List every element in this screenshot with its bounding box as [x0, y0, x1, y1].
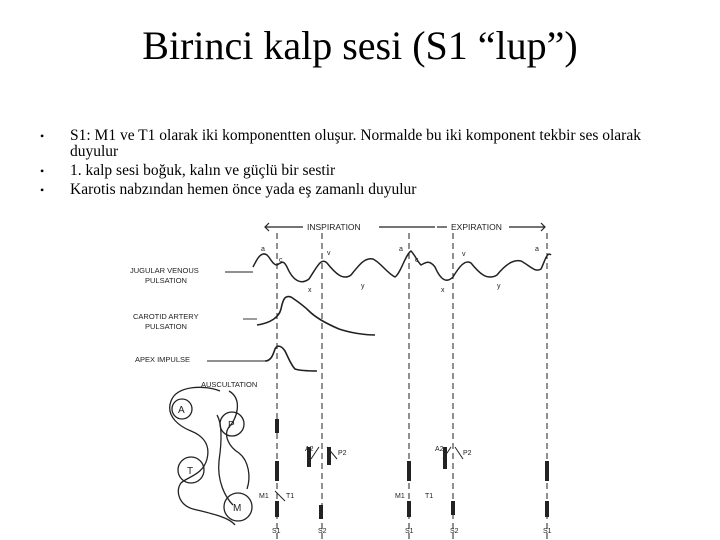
jvp-waveform — [253, 251, 551, 282]
p2-label: P2 — [338, 450, 347, 457]
jvp-label: JUGULAR VENOUS — [130, 266, 199, 275]
label-leaders — [207, 272, 265, 361]
valve-labels — [178, 405, 241, 514]
bullet-item — [40, 128, 690, 160]
bullet-dot: • — [40, 164, 45, 178]
jvp-y-label: y — [497, 283, 501, 290]
auscultation-label: AUSCULTATION — [201, 380, 258, 389]
s1-label: S1 — [405, 528, 414, 535]
carotid-label-2: PULSATION — [145, 322, 187, 331]
bullet-dot: • — [40, 129, 45, 143]
bullet-text: S1: M1 ve T1 olarak iki komponentten oluşur. Normalde bu iki komponent tekbir ses olarak duyulur — [70, 127, 641, 160]
expiration-label: EXPIRATION — [451, 222, 502, 232]
slide-title: Birinci kalp sesi (S1 “lup”) — [142, 23, 578, 68]
valve-a-label: A — [178, 405, 185, 416]
jvp-a-label: a — [399, 246, 403, 253]
a2-label: A2 — [435, 446, 444, 453]
jvp-c-label: c — [279, 257, 283, 264]
phase-header — [265, 222, 545, 232]
jvp-a-label: a — [261, 246, 265, 253]
carotid-waveform — [257, 297, 375, 336]
carotid-label: CAROTID ARTERY — [133, 312, 199, 321]
m1-label: M1 — [259, 493, 269, 500]
apex-waveform — [265, 346, 317, 371]
jvp-v-label: v — [327, 250, 331, 257]
s1-label: S1 — [543, 528, 552, 535]
jvp-label-2: PULSATION — [145, 276, 187, 285]
s2-label: S2 — [318, 528, 327, 535]
valve-t-label: T — [187, 466, 194, 477]
bullet-dot: • — [40, 183, 45, 197]
bullet-item — [40, 163, 690, 179]
bullet-text: 1. kalp sesi boğuk, kalın ve güçlü bir sestir — [70, 162, 336, 179]
jvp-x-label: x — [441, 287, 445, 294]
jvp-a-label: a — [535, 246, 539, 253]
jvp-y-label: y — [361, 283, 365, 290]
jvp-v-label: v — [462, 251, 466, 258]
sound-split-lines — [275, 447, 463, 501]
sound-bars — [275, 419, 549, 519]
s2-label: S2 — [450, 528, 459, 535]
s1-label: S1 — [272, 528, 281, 535]
a2-label: A2 — [305, 446, 314, 453]
row-labels — [130, 266, 257, 389]
m1-label: M1 — [395, 493, 405, 500]
valve-p-label: P — [228, 420, 235, 431]
apex-label: APEX IMPULSE — [135, 355, 191, 364]
heart-sound-diagram — [125, 215, 585, 540]
timing-lines — [277, 233, 547, 540]
inspiration-label: INSPIRATION — [307, 222, 361, 232]
t1-label: T1 — [425, 493, 434, 500]
bullet-list — [40, 128, 690, 201]
p2-label: P2 — [463, 450, 472, 457]
t1-label: T1 — [286, 493, 295, 500]
bullet-item — [40, 182, 690, 198]
valve-m-label: M — [233, 503, 242, 514]
jvp-x-label: x — [308, 287, 312, 294]
sound-labels — [259, 446, 552, 535]
jvp-c-label: c — [415, 257, 419, 264]
bullet-text: Karotis nabzından hemen önce yada eş zamanlı duyulur — [70, 181, 417, 198]
